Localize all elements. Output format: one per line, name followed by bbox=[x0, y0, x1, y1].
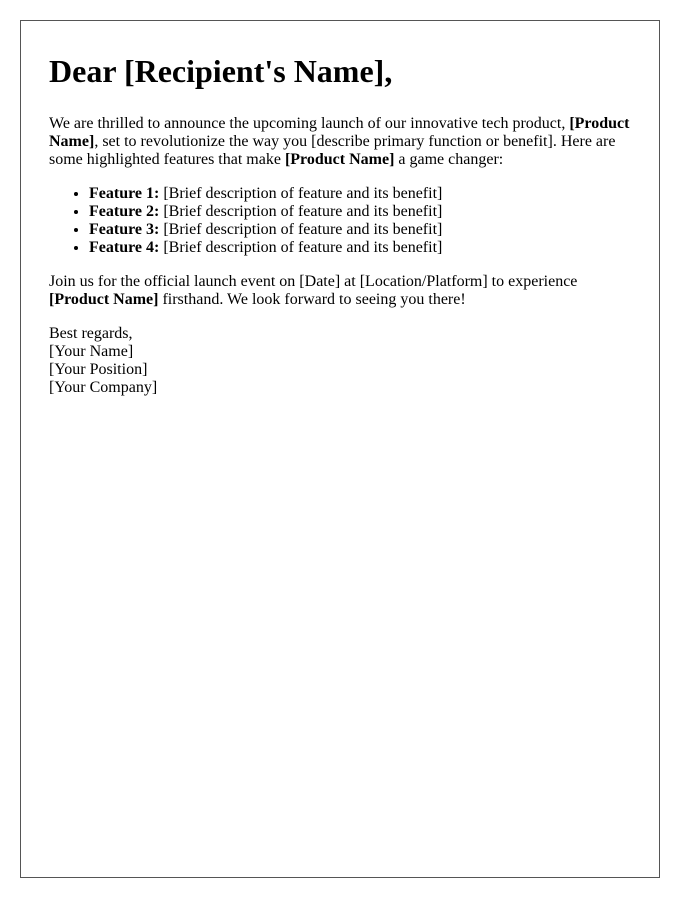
launch-paragraph bbox=[49, 273, 631, 309]
feature-label: Feature 4: bbox=[89, 239, 160, 256]
launch-text-2: firsthand. We look forward to seeing you there! bbox=[158, 291, 466, 308]
feature-label: Feature 1: bbox=[89, 185, 160, 202]
signoff-block bbox=[49, 325, 631, 397]
intro-text-2: , set to revolutionize the way you [describe primary function or benefit]. Here are some highlighted features that make bbox=[49, 133, 616, 168]
product-name-3: [Product Name] bbox=[49, 291, 159, 308]
greeting-heading: Dear [Recipient's Name], bbox=[49, 53, 393, 89]
sender-company: [Your Company] bbox=[49, 379, 158, 396]
feature-label: Feature 2: bbox=[89, 203, 160, 220]
feature-item-3 bbox=[89, 221, 631, 239]
feature-description: [Brief description of feature and its benefit] bbox=[159, 221, 443, 238]
feature-list bbox=[49, 185, 631, 257]
launch-text-1: Join us for the official launch event on [Date] at [Location/Platform] to experience bbox=[49, 273, 578, 290]
letter-page bbox=[20, 20, 660, 878]
intro-text-3: a game changer: bbox=[394, 151, 504, 168]
feature-item-4 bbox=[89, 239, 631, 257]
intro-text-1: We are thrilled to announce the upcoming launch of our innovative tech product, bbox=[49, 115, 570, 132]
feature-description: [Brief description of feature and its benefit] bbox=[159, 185, 443, 202]
product-name-2: [Product Name] bbox=[284, 151, 395, 168]
intro-paragraph bbox=[49, 115, 631, 169]
feature-description: [Brief description of feature and its benefit] bbox=[159, 239, 443, 256]
closing-line: Best regards, bbox=[49, 325, 133, 342]
sender-position: [Your Position] bbox=[49, 361, 148, 378]
feature-label: Feature 3: bbox=[89, 221, 160, 238]
feature-item-1 bbox=[89, 185, 631, 203]
feature-item-2 bbox=[89, 203, 631, 221]
product-name-1: [Product Name] bbox=[49, 115, 630, 150]
sender-name: [Your Name] bbox=[49, 343, 134, 360]
feature-description: [Brief description of feature and its benefit] bbox=[159, 203, 443, 220]
